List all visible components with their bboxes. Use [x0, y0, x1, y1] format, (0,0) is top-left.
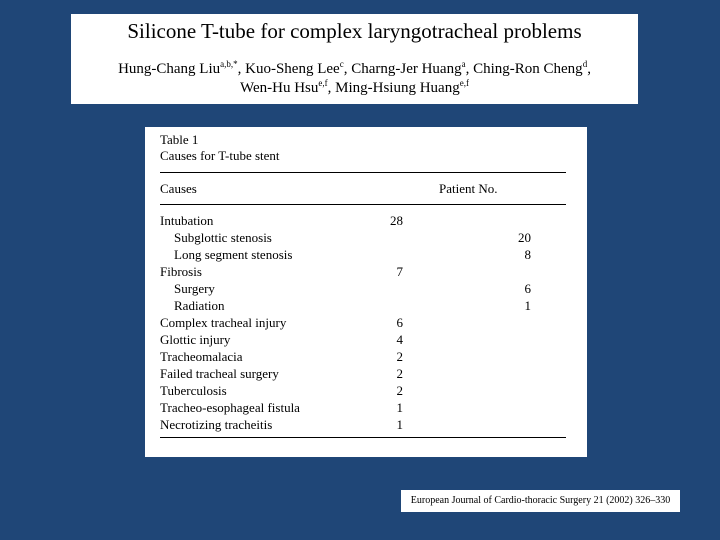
author-affiliation: a [461, 59, 466, 69]
table-row [145, 212, 587, 229]
table-bottom-rule [160, 437, 566, 438]
row-cause: Failed tracheal surgery [160, 366, 279, 381]
row-cause: Necrotizing tracheitis [160, 417, 273, 432]
row-count: 2 [396, 349, 403, 364]
row-count: 2 [396, 366, 403, 381]
row-cause: Long segment stenosis [174, 247, 293, 262]
causes-table [145, 127, 587, 457]
row-count: 1 [396, 400, 403, 415]
author-separator: , [327, 80, 336, 96]
row-cause: Surgery [174, 281, 215, 296]
source-citation [401, 490, 680, 512]
author-affiliation: e,f [318, 78, 328, 88]
table-row [145, 399, 587, 416]
row-count: 6 [396, 315, 403, 330]
row-subcount: 6 [524, 281, 531, 296]
author-list [71, 60, 638, 98]
row-cause: Glottic injury [160, 332, 231, 347]
table-row [145, 382, 587, 399]
author-name: Ming-Hsiung Huang [335, 80, 460, 96]
table-row [145, 348, 587, 365]
table-row [145, 280, 587, 297]
paper-title: Silicone T-tube for complex laryngotracheal problems [127, 19, 582, 43]
author-line-1 [71, 60, 638, 79]
table-caption: Table 1 [160, 132, 199, 147]
author-separator: , [465, 61, 474, 77]
citation-text: European Journal of Cardio-thoracic Surgery 21 (2002) 326–330 [410, 495, 671, 506]
author-separator: , [587, 61, 591, 77]
table-row [145, 246, 587, 263]
table-header-rule [160, 204, 566, 205]
column-header-causes: Causes [160, 181, 197, 196]
table-top-rule [160, 172, 566, 173]
row-cause: Intubation [160, 213, 214, 228]
table-row [145, 314, 587, 331]
author-affiliation: c [339, 59, 344, 69]
row-count: 1 [396, 417, 403, 432]
author-name: Ching-Ron Cheng [473, 61, 583, 77]
row-count: 28 [390, 213, 403, 228]
table-subtitle: Causes for T-tube stent [160, 148, 280, 163]
column-header-patient-no: Patient No. [439, 181, 498, 196]
author-separator: , [343, 61, 352, 77]
author-separator: , [237, 61, 246, 77]
table-body [145, 212, 587, 433]
table-row [145, 229, 587, 246]
row-count: 7 [396, 264, 403, 279]
row-subcount: 1 [524, 298, 531, 313]
row-cause: Tuberculosis [160, 383, 227, 398]
row-cause: Complex tracheal injury [160, 315, 287, 330]
author-name: Wen-Hu Hsu [240, 80, 319, 96]
row-count: 2 [396, 383, 403, 398]
row-count: 4 [396, 332, 403, 347]
author-affiliation: a,b,* [220, 59, 238, 69]
table-row [145, 416, 587, 433]
author-affiliation: d [582, 59, 588, 69]
table-row [145, 331, 587, 348]
paper-header [71, 14, 638, 104]
row-cause: Tracheomalacia [160, 349, 243, 364]
row-cause: Subglottic stenosis [174, 230, 272, 245]
author-name: Hung-Chang Liu [118, 61, 221, 77]
author-affiliation: e,f [459, 78, 469, 88]
row-cause: Tracheo-esophageal fistula [160, 400, 300, 415]
table-row [145, 297, 587, 314]
row-subcount: 8 [524, 247, 531, 262]
author-name: Kuo-Sheng Lee [245, 61, 340, 77]
row-cause: Fibrosis [160, 264, 202, 279]
author-line-2 [71, 79, 638, 98]
row-subcount: 20 [518, 230, 531, 245]
table-row [145, 263, 587, 280]
table-row [145, 365, 587, 382]
author-name: Charng-Jer Huang [351, 61, 462, 77]
row-cause: Radiation [174, 298, 225, 313]
